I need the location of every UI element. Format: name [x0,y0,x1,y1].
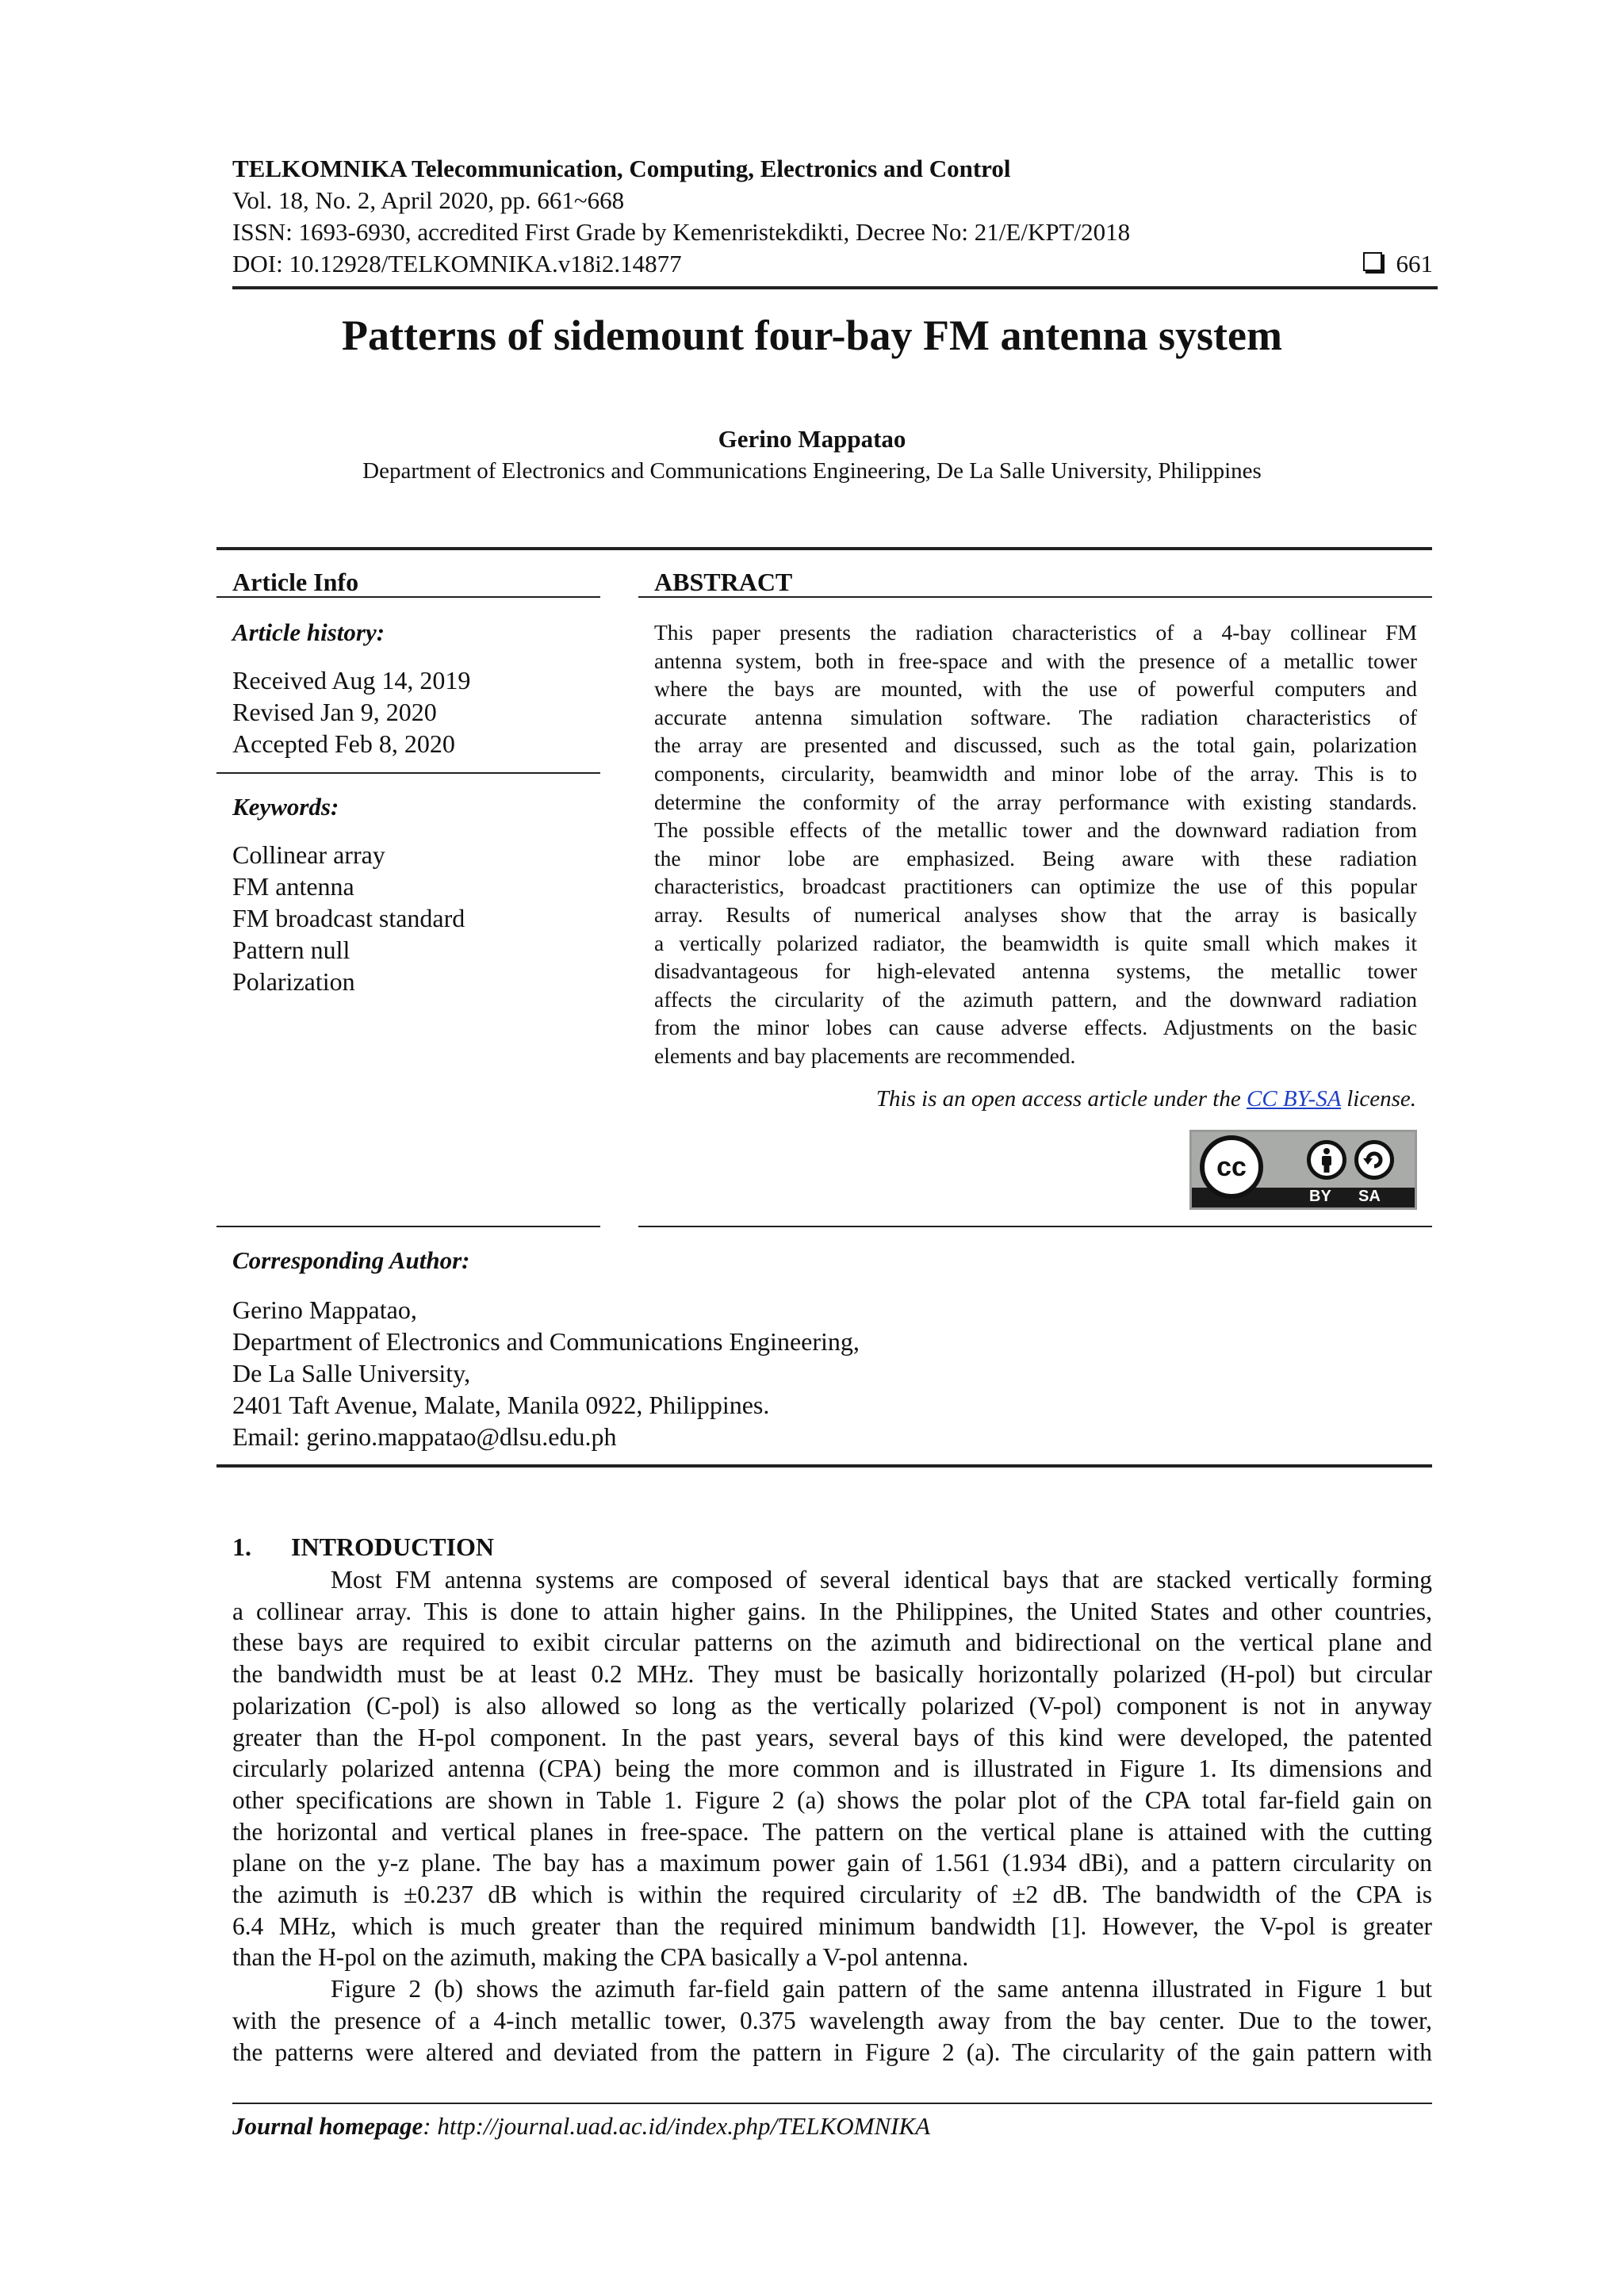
header-rule [232,286,1438,289]
journal-name: TELKOMNIKA Telecommunication, Computing, Electronics and Control [232,155,1011,182]
paper-title: Patterns of sidemount four-bay FM antenna system [342,312,1282,359]
abstract-line: components, circularity, beamwidth and minor lobe of the array. This is to [654,760,1417,786]
checkbox-square-icon [1363,252,1382,271]
attribution-person-icon [1307,1140,1346,1180]
keyword-item: Pattern null [232,936,350,964]
abstract-line: the array are presented and discussed, such as the total gain, polarization [654,733,1417,758]
keyword-item: Polarization [232,967,355,996]
abstract-line: a vertically polarized radiator, the beamwidth is quite small which makes it [654,930,1417,955]
introduction-body [232,1564,1432,2068]
issn-line: ISSN: 1693-6930, accredited First Grade by Kemenristekdikti, Decree No: 21/E/KPT/2018 [232,218,1131,246]
abstract-line: from the minor lobes can cause adverse effects. Adjustments on the basic [654,1015,1417,1040]
abstract-line: determine the conformity of the array performance with existing standards. [654,789,1417,814]
body-line: polarization (C-pol) is also allowed so long as the vertically polarized (V-pol) component is not in anyway [232,1691,1432,1720]
info-top-rule [216,547,1432,550]
homepage-url[interactable]: : http://journal.uad.ac.id/index.php/TELKOMNIKA [423,2112,931,2140]
abstract-line: affects the circularity of the azimuth pattern, and the downward radiation [654,986,1417,1012]
revised-date: Revised Jan 9, 2020 [232,698,437,726]
cc-icon: cc [1200,1135,1263,1199]
body-line: these bays are required to exibit circular patterns on the azimuth and bidirectional on the vertical plane and [232,1628,1432,1657]
section-heading [232,1533,494,1562]
keyword-item: Collinear array [232,840,385,869]
section-title: INTRODUCTION [291,1533,495,1561]
cc-by-sa-link[interactable]: CC BY-SA [1247,1086,1341,1112]
article-history-heading: Article history: [232,618,385,646]
keyword-item: FM antenna [232,872,354,901]
body-line: plane on the y-z plane. The bay has a maximum power gain of 1.561 (1.934 dBi), and a pattern circularity on [232,1849,1432,1877]
abstract-line: elements and bay placements are recommended. [654,1043,1076,1068]
abstract-line: characteristics, broadcast practitioners can optimize the use of this popular [654,874,1417,899]
section-number: 1. [232,1533,251,1561]
corresponding-line: 2401 Taft Avenue, Malate, Manila 0922, Philippines. [232,1391,770,1419]
right-bottom-rule [638,1226,1432,1227]
abstract-line: accurate antenna simulation software. The radiation characteristics of [654,704,1417,729]
body-line: than the H-pol on the azimuth, making the CPA basically a V-pol antenna. [232,1943,969,1972]
abstract-heading: ABSTRACT [654,568,793,596]
accepted-date: Accepted Feb 8, 2020 [232,729,455,758]
journal-homepage [232,2112,930,2141]
body-line: with the presence of a 4-inch metallic tower, 0.375 wavelength away from the bay center. Due to the tower, [232,2006,1432,2034]
keyword-item: FM broadcast standard [232,904,465,932]
abstract-line: The possible effects of the metallic tower and the downward radiation from [654,817,1417,843]
history-rule [216,772,600,774]
article-info-heading: Article Info [232,568,359,596]
keywords-heading: Keywords: [232,793,339,821]
body-line: a collinear array. This is done to attain higher gains. In the Philippines, the United States and other countries, [232,1597,1432,1625]
open-access-notice [876,1086,1416,1112]
body-line: the azimuth is ±0.237 dB which is within the required circularity of ±2 dB. The bandwidth of the CPA is [232,1881,1432,1909]
body-line: the horizontal and vertical planes in free-space. The pattern on the vertical plane is attained with the cutting [232,1817,1432,1846]
abstract-line: array. Results of numerical analyses show that the array is basically [654,901,1417,927]
info-bottom-rule [216,1464,1432,1468]
footer-rule [232,2103,1432,2104]
corresponding-line: De La Salle University, [232,1359,471,1387]
badge-by-label: BY [1309,1188,1331,1205]
doi-line: DOI: 10.12928/TELKOMNIKA.v18i2.14877 [232,250,682,277]
body-line: 6.4 MHz, which is much greater than the required minimum bandwidth [1]. However, the V-pol is greater [232,1911,1432,1940]
corresponding-line: Department of Electronics and Communications Engineering, [232,1327,860,1356]
body-line: Most FM antenna systems are composed of several identical bays that are stacked vertically forming [331,1566,1432,1594]
abstract-line: where the bays are mounted, with the use of powerful computers and [654,676,1417,702]
page-number [1363,250,1434,278]
body-line: other specifications are shown in Table 1. Figure 2 (a) shows the polar plot of the CPA total far-field gain on [232,1785,1432,1814]
abstract-line: This paper presents the radiation characteristics of a 4-bay collinear FM [654,620,1417,645]
volume-line: Vol. 18, No. 2, April 2020, pp. 661~668 [232,186,625,214]
author-name: Gerino Mappatao [718,425,906,453]
body-line: greater than the H-pol component. In the past years, several bays of this kind were developed, the patented [232,1723,1432,1751]
corresponding-line: Gerino Mappatao, [232,1295,417,1324]
abstract-line: disadvantageous for high-elevated antenna systems, the metallic tower [654,959,1417,984]
homepage-label: Journal homepage [232,2112,423,2140]
badge-sa-label: SA [1358,1188,1381,1205]
open-access-suffix: license. [1340,1086,1416,1112]
body-line: circularly polarized antenna (CPA) being the more common and is illustrated in Figure 1. Its dimensions and [232,1755,1432,1783]
abstract-text [654,618,1417,1070]
abstract-line: antenna system, both in free-space and with the presence of a metallic tower [654,648,1417,673]
left-bottom-rule [216,1226,600,1227]
corresponding-email: Email: gerino.mappatao@dlsu.edu.ph [232,1422,617,1451]
cc-by-sa-badge[interactable] [1189,1130,1417,1210]
share-alike-icon [1354,1140,1394,1180]
received-date: Received Aug 14, 2019 [232,666,471,695]
body-line: Figure 2 (b) shows the azimuth far-field gain pattern of the same antenna illustrated in Figure 1 but [331,1975,1432,2003]
author-affiliation: Department of Electronics and Communications Engineering, De La Salle University, Philippines [362,458,1262,484]
page-number-value: 661 [1396,250,1433,277]
abstract-line: the minor lobe are emphasized. Being aware with these radiation [654,845,1417,871]
body-line: the patterns were altered and deviated from the pattern in Figure 2 (a). The circularity of the gain pattern with [232,2038,1432,2066]
corresponding-author-heading: Corresponding Author: [232,1246,470,1274]
body-line: the bandwidth must be at least 0.2 MHz. They must be basically horizontally polarized (H-pol) but circular [232,1660,1432,1689]
open-access-prefix: This is an open access article under the [875,1086,1247,1112]
